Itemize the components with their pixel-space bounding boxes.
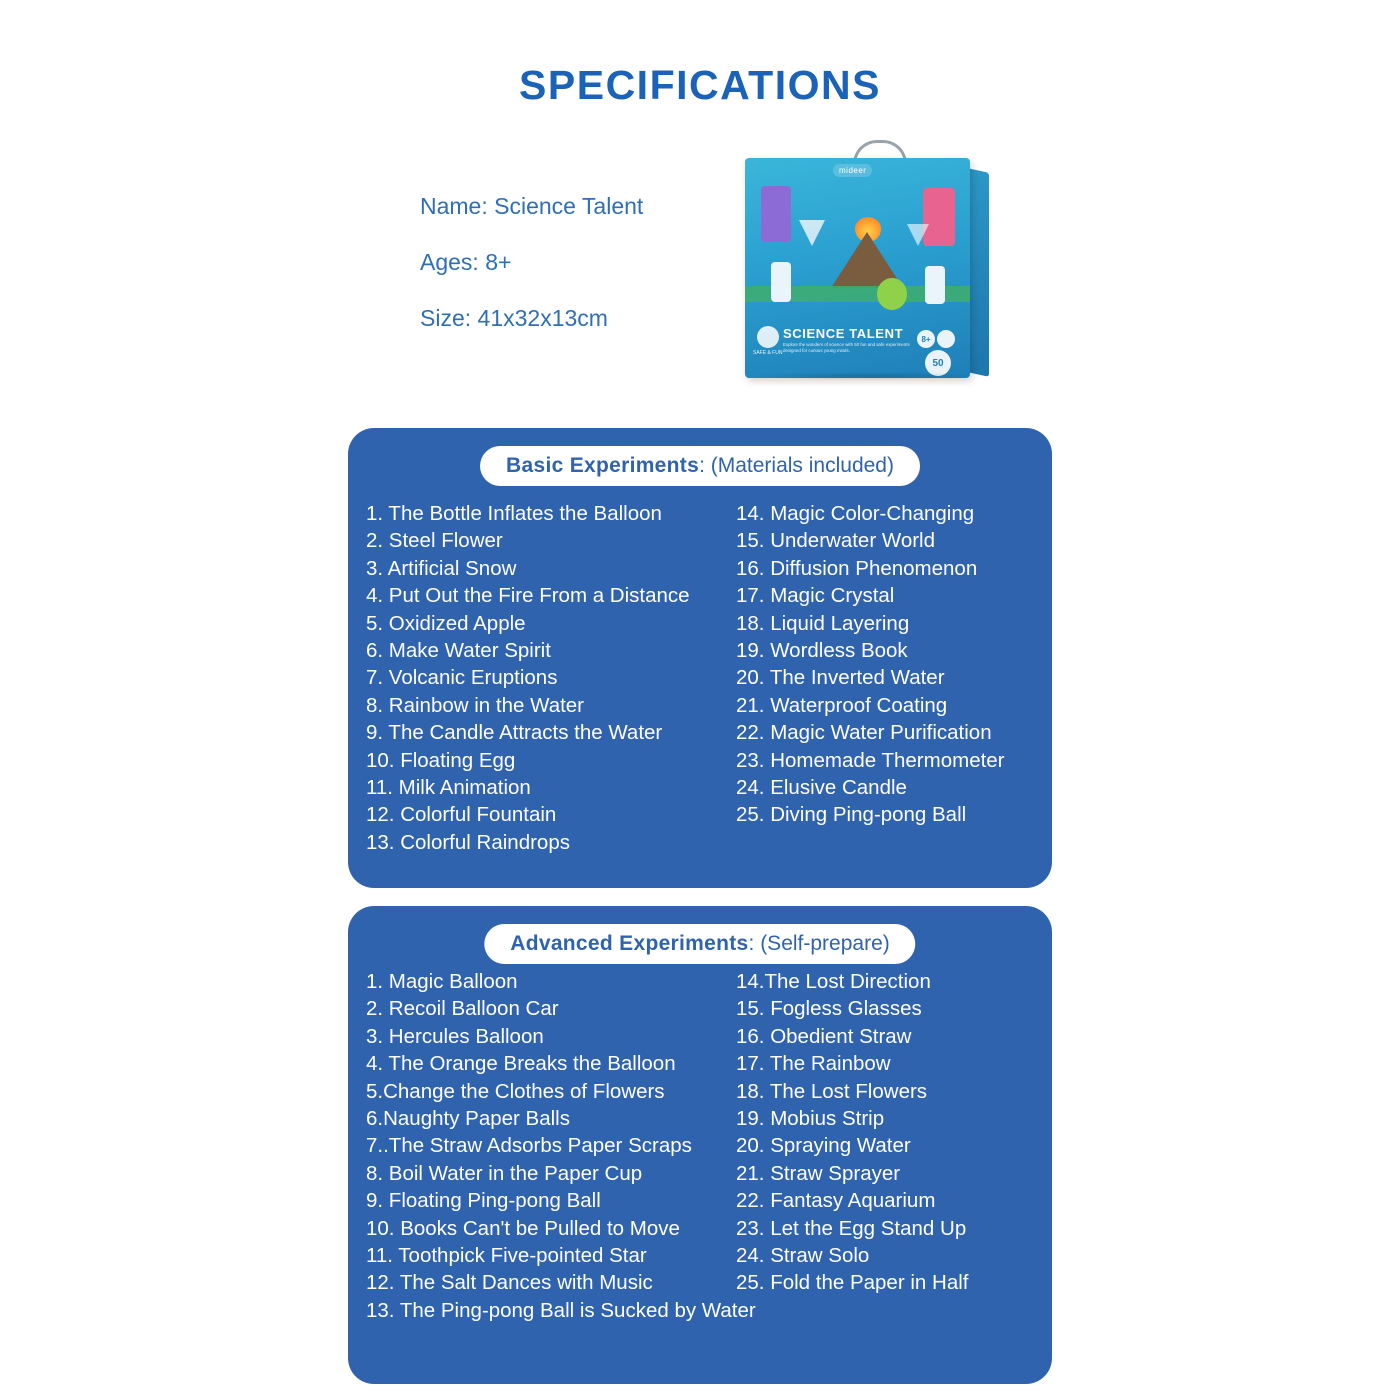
flask-small-icon <box>907 224 929 246</box>
list-item: 13. The Ping-pong Ball is Sucked by Water <box>366 1298 756 1322</box>
advanced-experiments-header <box>484 924 915 964</box>
list-item: 2. Steel Flower <box>366 529 503 553</box>
list-item: 16. Obedient Straw <box>736 1024 912 1048</box>
list-item: 10. Books Can't be Pulled to Move <box>366 1216 680 1240</box>
list-item: 7..The Straw Adsorbs Paper Scraps <box>366 1134 692 1158</box>
list-item: 14.The Lost Direction <box>736 970 931 993</box>
list-item: 21. Straw Sprayer <box>736 1161 901 1185</box>
badge-age: 8+ <box>917 330 935 348</box>
list-item: 8. Boil Water in the Paper Cup <box>366 1161 643 1185</box>
list-item: 22. Magic Water Purification <box>736 721 992 745</box>
spec-name: Name: Science Talent <box>420 193 644 219</box>
list-item: 18. Liquid Layering <box>736 611 910 635</box>
box-front-panel <box>745 158 970 378</box>
list-item: 18. The Lost Flowers <box>736 1079 928 1103</box>
flask-icon <box>799 220 825 246</box>
basic-right-column <box>736 500 1046 856</box>
list-item: 6. Make Water Spirit <box>366 639 551 663</box>
list-item: 19. Mobius Strip <box>736 1107 885 1131</box>
list-item: 22. Fantasy Aquarium <box>736 1189 936 1213</box>
spec-size: Size: 41x32x13cm <box>420 305 608 331</box>
spec-list <box>420 178 643 346</box>
list-item: 11. Toothpick Five-pointed Star <box>366 1244 647 1268</box>
list-item: 23. Homemade Thermometer <box>736 748 1005 772</box>
list-item: 5.Change the Clothes of Flowers <box>366 1079 665 1103</box>
box-title: SCIENCE TALENT <box>783 326 904 341</box>
brand-label: mideer <box>833 164 872 177</box>
list-item: 3. Hercules Balloon <box>366 1024 544 1048</box>
basic-experiments-panel <box>348 428 1052 888</box>
list-item: 5. Oxidized Apple <box>366 611 526 635</box>
list-item: 1. Magic Balloon <box>366 970 518 993</box>
scientist-figure-purple-icon <box>761 186 791 242</box>
advanced-header-bold: Advanced Experiments <box>510 932 749 955</box>
advanced-experiments-panel <box>348 906 1052 1384</box>
seal-logo-label: SAFE & FUN <box>753 350 783 356</box>
list-item: 17. Magic Crystal <box>736 584 895 608</box>
balloon-icon <box>877 278 907 310</box>
basic-header-rest: : (Materials included) <box>699 454 894 477</box>
list-item: 7. Volcanic Eruptions <box>366 666 558 690</box>
list-item: 23. Let the Egg Stand Up <box>736 1216 967 1240</box>
page-title: SPECIFICATIONS <box>519 62 881 108</box>
advanced-columns <box>348 968 1052 1324</box>
seal-logo-icon <box>757 326 779 348</box>
list-item: 14. Magic Color-Changing <box>736 502 975 525</box>
list-item: 24. Straw Solo <box>736 1244 870 1268</box>
list-item: 6.Naughty Paper Balls <box>366 1107 570 1131</box>
list-item: 13. Colorful Raindrops <box>366 830 570 854</box>
list-item: 15. Fogless Glasses <box>736 997 922 1021</box>
list-item: 20. Spraying Water <box>736 1134 911 1158</box>
list-item: 19. Wordless Book <box>736 639 908 663</box>
product-box-image <box>735 140 1000 380</box>
list-item: 9. The Candle Attracts the Water <box>366 721 663 745</box>
list-item: 16. Diffusion Phenomenon <box>736 556 978 580</box>
list-item: 12. Colorful Fountain <box>366 803 557 827</box>
list-item: 24. Elusive Candle <box>736 776 907 800</box>
box-shadow <box>753 372 983 380</box>
list-item: 4. Put Out the Fire From a Distance <box>366 584 690 608</box>
basic-header-bold: Basic Experiments <box>506 454 700 477</box>
list-item: 21. Waterproof Coating <box>736 693 948 717</box>
basic-left-column <box>366 500 736 856</box>
list-item: 15. Underwater World <box>736 529 936 553</box>
list-item: 11. Milk Animation <box>366 776 531 800</box>
basic-experiments-header <box>480 446 920 486</box>
badge-box-icon <box>937 330 955 348</box>
list-item: 12. The Salt Dances with Music <box>366 1271 653 1295</box>
list-item: 3. Artificial Snow <box>366 556 517 580</box>
child-figure-left-icon <box>771 262 791 302</box>
list-item: 10. Floating Egg <box>366 748 516 772</box>
advanced-right-column <box>736 968 1046 1324</box>
list-item: 8. Rainbow in the Water <box>366 693 585 717</box>
list-item: 4. The Orange Breaks the Balloon <box>366 1052 676 1076</box>
advanced-header-rest: : (Self-prepare) <box>748 932 890 955</box>
list-item: 1. The Bottle Inflates the Balloon <box>366 502 662 525</box>
list-item: 9. Floating Ping-pong Ball <box>366 1189 601 1213</box>
box-subtitle: Explore the wonders of science with 50 fun and safe experiments designed for curious young minds. <box>783 342 910 353</box>
list-item: 17. The Rainbow <box>736 1052 891 1076</box>
advanced-left-column <box>366 968 756 1324</box>
badge-count: 50 <box>925 350 951 376</box>
basic-columns <box>348 500 1052 856</box>
list-item: 2. Recoil Balloon Car <box>366 997 559 1021</box>
spec-ages: Ages: 8+ <box>420 249 512 275</box>
list-item: 25. Fold the Paper in Half <box>736 1271 969 1295</box>
list-item: 25. Diving Ping-pong Ball <box>736 803 967 827</box>
list-item: 20. The Inverted Water <box>736 666 945 690</box>
child-figure-right-icon <box>925 266 945 304</box>
